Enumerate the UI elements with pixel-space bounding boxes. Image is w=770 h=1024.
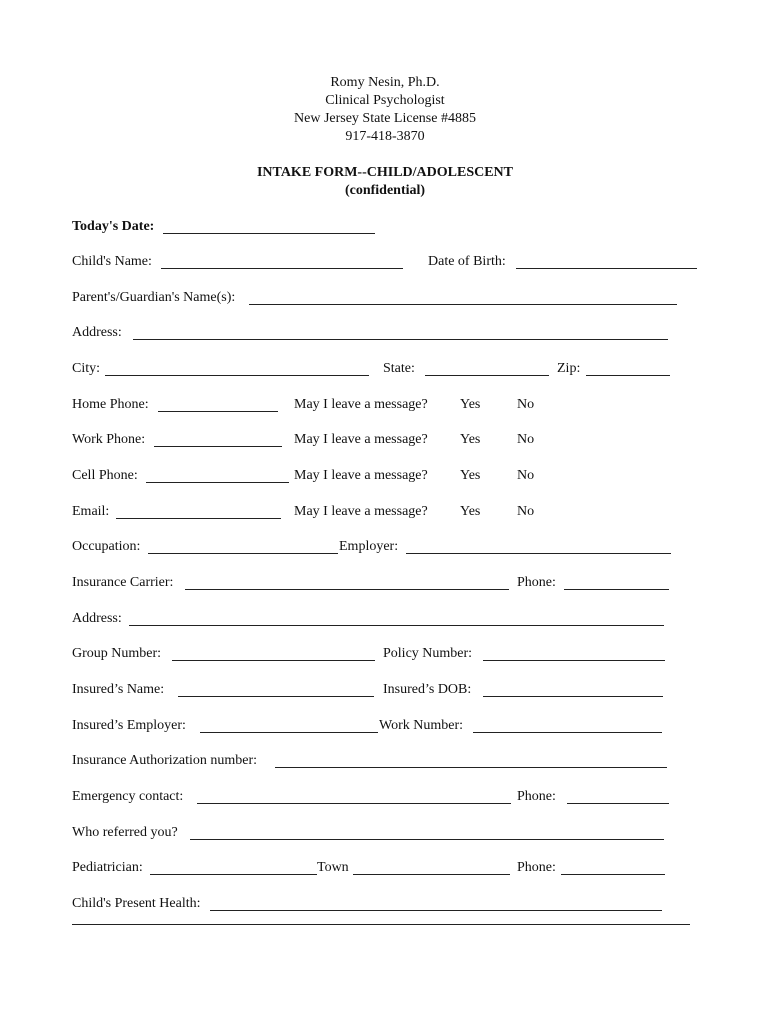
insured-name-row xyxy=(72,681,702,701)
insurance-carrier-field[interactable] xyxy=(185,589,509,590)
cell-phone-row xyxy=(72,467,702,487)
email-message-yes[interactable]: Yes xyxy=(460,504,481,519)
present-health-continuation-line[interactable] xyxy=(72,924,690,925)
employer-field[interactable] xyxy=(406,553,671,554)
zip-label: Zip: xyxy=(557,361,581,376)
policy-number-field[interactable] xyxy=(483,660,665,661)
todays-date-label: Today's Date: xyxy=(72,219,155,234)
dob-field[interactable] xyxy=(516,268,697,269)
state-label: State: xyxy=(383,361,415,376)
home-message-yes[interactable]: Yes xyxy=(460,397,481,412)
parents-row xyxy=(72,289,702,309)
home-phone-field[interactable] xyxy=(158,411,278,412)
referred-row xyxy=(72,824,702,844)
occupation-row xyxy=(72,538,702,558)
email-label: Email: xyxy=(72,504,110,519)
home-message-no[interactable]: No xyxy=(517,397,535,412)
todays-date-field[interactable] xyxy=(163,233,375,234)
work-number-label: Work Number: xyxy=(379,718,464,733)
cell-phone-field[interactable] xyxy=(146,482,289,483)
emergency-row xyxy=(72,788,702,808)
city-row xyxy=(72,360,702,380)
cell-phone-label: Cell Phone: xyxy=(72,468,138,483)
pediatrician-row xyxy=(72,859,702,879)
auth-number-label: Insurance Authorization number: xyxy=(72,753,258,768)
work-number-field[interactable] xyxy=(473,732,662,733)
emergency-phone-field[interactable] xyxy=(567,803,669,804)
insured-employer-row xyxy=(72,717,702,737)
work-phone-row xyxy=(72,431,702,451)
pediatrician-phone-label: Phone: xyxy=(517,860,556,875)
home-phone-label: Home Phone: xyxy=(72,397,149,412)
emergency-field[interactable] xyxy=(197,803,511,804)
insured-name-label: Insured’s Name: xyxy=(72,682,165,697)
email-message-no[interactable]: No xyxy=(517,504,535,519)
email-row xyxy=(72,503,702,523)
insurance-address-field[interactable] xyxy=(129,625,664,626)
practitioner-profession: Clinical Psychologist xyxy=(325,93,445,108)
home-message-question: May I leave a message? xyxy=(294,397,428,412)
cell-message-yes[interactable]: Yes xyxy=(460,468,481,483)
insurance-phone-label: Phone: xyxy=(517,575,556,590)
insured-dob-field[interactable] xyxy=(483,696,663,697)
pediatrician-label: Pediatrician: xyxy=(72,860,143,875)
insurance-carrier-label: Insurance Carrier: xyxy=(72,575,174,590)
emergency-phone-label: Phone: xyxy=(517,789,556,804)
email-message-question: May I leave a message? xyxy=(294,504,428,519)
occupation-label: Occupation: xyxy=(72,539,141,554)
work-phone-field[interactable] xyxy=(154,446,282,447)
city-field[interactable] xyxy=(105,375,369,376)
form-title: INTAKE FORM--CHILD/ADOLESCENT xyxy=(256,165,514,180)
insured-name-field[interactable] xyxy=(178,696,374,697)
practitioner-name: Romy Nesin, Ph.D. xyxy=(330,75,440,90)
work-message-no[interactable]: No xyxy=(517,432,535,447)
home-phone-row xyxy=(72,396,702,416)
practitioner-license: New Jersey State License #4885 xyxy=(294,111,476,126)
city-label: City: xyxy=(72,361,101,376)
group-number-label: Group Number: xyxy=(72,646,162,661)
work-message-yes[interactable]: Yes xyxy=(460,432,481,447)
referred-label: Who referred you? xyxy=(72,825,178,840)
email-field[interactable] xyxy=(116,518,281,519)
parents-label: Parent's/Guardian's Name(s): xyxy=(72,290,236,305)
insurance-carrier-row xyxy=(72,574,702,594)
occupation-field[interactable] xyxy=(148,553,338,554)
parents-field[interactable] xyxy=(249,304,677,305)
town-field[interactable] xyxy=(353,874,510,875)
town-label: Town xyxy=(317,860,349,875)
insured-dob-label: Insured’s DOB: xyxy=(383,682,472,697)
work-phone-label: Work Phone: xyxy=(72,432,146,447)
address-label: Address: xyxy=(72,325,122,340)
auth-number-row xyxy=(72,752,702,772)
pediatrician-field[interactable] xyxy=(150,874,317,875)
referred-field[interactable] xyxy=(190,839,664,840)
work-message-question: May I leave a message? xyxy=(294,432,428,447)
state-field[interactable] xyxy=(425,375,549,376)
pediatrician-phone-field[interactable] xyxy=(561,874,665,875)
present-health-row xyxy=(72,895,702,915)
address-field[interactable] xyxy=(133,339,668,340)
practitioner-phone: 917-418-3870 xyxy=(345,129,425,144)
childs-name-field[interactable] xyxy=(161,268,403,269)
address-row xyxy=(72,324,702,344)
insurance-phone-field[interactable] xyxy=(564,589,669,590)
policy-number-label: Policy Number: xyxy=(383,646,473,661)
group-policy-row xyxy=(72,645,702,665)
insured-employer-label: Insured’s Employer: xyxy=(72,718,186,733)
zip-field[interactable] xyxy=(586,375,670,376)
auth-number-field[interactable] xyxy=(275,767,667,768)
todays-date-row xyxy=(72,218,702,238)
insured-employer-field[interactable] xyxy=(200,732,378,733)
insurance-address-label: Address: xyxy=(72,611,122,626)
dob-label: Date of Birth: xyxy=(428,254,506,269)
form-subtitle: (confidential) xyxy=(344,183,426,198)
cell-message-no[interactable]: No xyxy=(517,468,535,483)
cell-message-question: May I leave a message? xyxy=(294,468,428,483)
present-health-field[interactable] xyxy=(210,910,662,911)
emergency-label: Emergency contact: xyxy=(72,789,184,804)
childs-name-label: Child's Name: xyxy=(72,254,152,269)
present-health-label: Child's Present Health: xyxy=(72,896,201,911)
group-number-field[interactable] xyxy=(172,660,375,661)
employer-label: Employer: xyxy=(339,539,399,554)
insurance-address-row xyxy=(72,610,702,630)
child-name-row xyxy=(72,253,702,273)
